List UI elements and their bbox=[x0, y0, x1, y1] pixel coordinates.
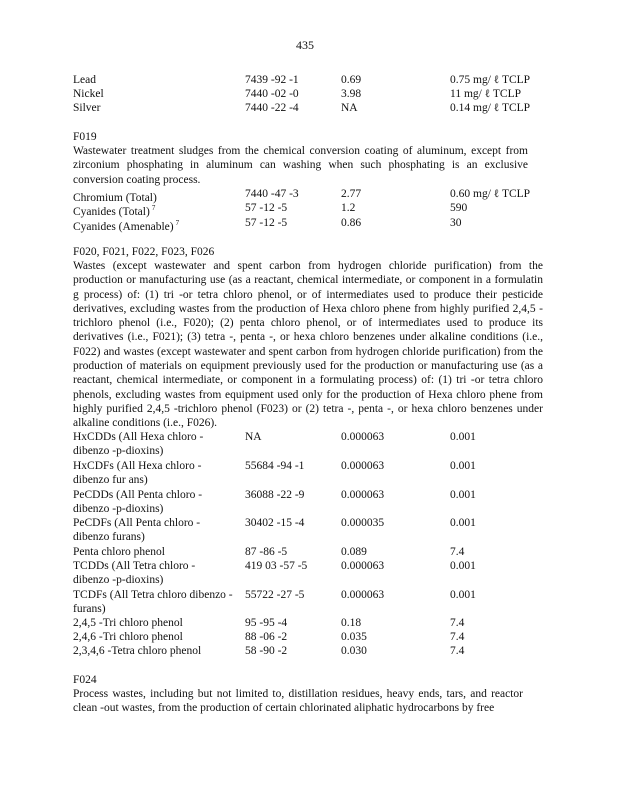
table-row-continuation bbox=[73, 502, 553, 516]
cas-number: 95 -95 -4 bbox=[245, 617, 288, 629]
wastewater-standard: NA bbox=[341, 102, 358, 114]
constituent-name: PeCDDs (All Penta chloro - bbox=[73, 489, 203, 501]
table-row-continuation bbox=[73, 602, 553, 616]
constituent-name: Silver bbox=[73, 102, 101, 114]
nonwastewater-standard: 7.4 bbox=[450, 645, 465, 657]
cas-number: 55684 -94 -1 bbox=[245, 460, 305, 472]
constituent-name: Nickel bbox=[73, 88, 104, 100]
wastewater-standard: 0.18 bbox=[341, 617, 362, 629]
nonwastewater-standard: 30 bbox=[450, 217, 462, 229]
table-row bbox=[73, 516, 553, 530]
table-row bbox=[73, 559, 553, 573]
constituent-name-continued: dibenzo furans) bbox=[73, 531, 145, 543]
nonwastewater-standard: 0.001 bbox=[450, 489, 476, 501]
cas-number: 57 -12 -5 bbox=[245, 217, 288, 229]
constituent-name: 2,4,6 -Tri chloro phenol bbox=[73, 631, 183, 643]
constituent-name: Cyanides (Total) $^7$ bbox=[73, 204, 156, 218]
table-row-continuation bbox=[73, 444, 553, 458]
cas-number: 419 03 -57 -5 bbox=[245, 560, 308, 572]
wastewater-standard: 0.030 bbox=[341, 645, 367, 657]
wastewater-standard: 1.2 bbox=[341, 202, 356, 214]
cas-number: 58 -90 -2 bbox=[245, 645, 288, 657]
waste-description: Wastes (except wastewater and spent carbon from hydrogen chloride purification) from the production or manufacturing use (as a reactant, chemical intermediate, or component in a formulatin g process) of: (1) tri -or tetra chloro phenol, or of intermediates used to produce their pesticide derivatives, excluding wastes from the production of Hexa chloro phene from highly purified 2,4,5 -trichloro phenol (i.e., F020); (2) penta chloro phenol, or of intermediates used to produce its derivatives (i.e., F021); (3) tetra -, penta -, or hexa chloro benzenes under alkaline conditions (i.e., F022) and wastes (except wastewater and spent carbon from hydrogen chloride purification) from the production of materials on equipment previously used for the production or manufacturing use (as a reactant, chemical intermediate, or component in a formulating process) of: (1) tri -or tetra chloro phenols, excluding wastes from equipment used only for the production of Hexa chloro phene from highly purified 2,4,5 -trichloro phenol (F023) or (2) tetra -, penta -, or hexa chloro benzenes under alkaline conditions (i.e., F026). bbox=[73, 260, 543, 430]
table-row bbox=[73, 459, 553, 473]
cas-number: 7440 -02 -0 bbox=[245, 88, 299, 100]
table-row bbox=[73, 588, 553, 602]
cas-number: NA bbox=[245, 431, 262, 443]
nonwastewater-standard: 0.001 bbox=[450, 431, 476, 443]
table-row bbox=[73, 216, 553, 233]
cas-number: 87 -86 -5 bbox=[245, 546, 288, 558]
table-row bbox=[73, 644, 553, 658]
wastewater-standard: 0.86 bbox=[341, 217, 362, 229]
nonwastewater-standard: 0.001 bbox=[450, 517, 476, 529]
table-row bbox=[73, 73, 553, 87]
constituent-name-continued: furans) bbox=[73, 603, 106, 615]
constituent-name: PeCDFs (All Penta chloro - bbox=[73, 517, 201, 529]
footnote-marker: 7 bbox=[151, 204, 156, 212]
waste-code-heading: F019 bbox=[73, 131, 97, 143]
wastewater-standard: 0.035 bbox=[341, 631, 367, 643]
constituent-name: 2,4,5 -Tri chloro phenol bbox=[73, 617, 183, 629]
constituent-name-continued: dibenzo -p-dioxins) bbox=[73, 445, 164, 457]
wastewater-standard: 0.000063 bbox=[341, 431, 385, 443]
constituent-name: HxCDDs (All Hexa chloro - bbox=[73, 431, 204, 443]
nonwastewater-standard: 11 mg/ ℓ TCLP bbox=[450, 88, 522, 100]
constituent-name: Lead bbox=[73, 74, 96, 86]
constituent-name: TCDDs (All Tetra chloro - bbox=[73, 560, 196, 572]
constituent-name: 2,3,4,6 -Tetra chloro phenol bbox=[73, 645, 202, 657]
constituent-name: TCDFs (All Tetra chloro dibenzo - bbox=[73, 589, 233, 601]
cas-number: 7440 -22 -4 bbox=[245, 102, 299, 114]
page-number: 435 bbox=[296, 38, 314, 52]
wastewater-standard: 2.77 bbox=[341, 188, 362, 200]
constituent-name: Chromium (Total) bbox=[73, 192, 157, 204]
table-row bbox=[73, 545, 553, 559]
wastewater-standard: 0.089 bbox=[341, 546, 367, 558]
cas-number: 57 -12 -5 bbox=[245, 202, 288, 214]
nonwastewater-standard: 7.4 bbox=[450, 631, 465, 643]
wastewater-standard: 0.000063 bbox=[341, 589, 385, 601]
table-row bbox=[73, 616, 553, 630]
constituent-name: Cyanides (Amenable) $^7$ bbox=[73, 219, 180, 233]
cas-number: 88 -06 -2 bbox=[245, 631, 288, 643]
cas-number: 7440 -47 -3 bbox=[245, 188, 299, 200]
cas-number: 36088 -22 -9 bbox=[245, 489, 305, 501]
nonwastewater-standard: 0.75 mg/ ℓ TCLP bbox=[450, 74, 531, 86]
nonwastewater-standard: 0.001 bbox=[450, 460, 476, 472]
constituent-name: Penta chloro phenol bbox=[73, 546, 165, 558]
table-row-continuation bbox=[73, 473, 553, 487]
constituent-name: HxCDFs (All Hexa chloro - bbox=[73, 460, 202, 472]
waste-description: Wastewater treatment sludges from the chemical conversion coating of aluminum, except from zirconium phosphating in aluminum can washing when such phosphating is an exclusive conversion coating process. bbox=[73, 145, 528, 186]
constituent-name-continued: dibenzo -p-dioxins) bbox=[73, 574, 164, 586]
footnote-marker: 7 bbox=[175, 219, 180, 227]
table-row bbox=[73, 430, 553, 444]
wastewater-standard: 0.69 bbox=[341, 74, 362, 86]
table-row bbox=[73, 87, 553, 101]
nonwastewater-standard: 590 bbox=[450, 202, 468, 214]
constituent-name-continued: dibenzo fur ans) bbox=[73, 474, 148, 486]
cas-number: 55722 -27 -5 bbox=[245, 589, 305, 601]
table-row bbox=[73, 488, 553, 502]
nonwastewater-standard: 7.4 bbox=[450, 617, 465, 629]
cas-number: 7439 -92 -1 bbox=[245, 74, 299, 86]
wastewater-standard: 0.000063 bbox=[341, 489, 385, 501]
table-row-continuation bbox=[73, 573, 553, 587]
nonwastewater-standard: 0.14 mg/ ℓ TCLP bbox=[450, 102, 531, 114]
wastewater-standard: 3.98 bbox=[341, 88, 362, 100]
wastewater-standard: 0.000063 bbox=[341, 560, 385, 572]
table-row-continuation bbox=[73, 530, 553, 544]
waste-code-heading: F020, F021, F022, F023, F026 bbox=[73, 246, 215, 258]
table-row bbox=[73, 101, 553, 115]
wastewater-standard: 0.000035 bbox=[341, 517, 385, 529]
waste-description: Process wastes, including but not limited to, distillation residues, heavy ends, tars, and reactor clean -out wastes, from the production of certain chlorinated aliphatic hydrocarbons by free bbox=[73, 688, 523, 715]
constituent-name-continued: dibenzo -p-dioxins) bbox=[73, 503, 164, 515]
cas-number: 30402 -15 -4 bbox=[245, 517, 305, 529]
table-row bbox=[73, 201, 553, 218]
nonwastewater-standard: 0.001 bbox=[450, 560, 476, 572]
nonwastewater-standard: 0.001 bbox=[450, 589, 476, 601]
nonwastewater-standard: 7.4 bbox=[450, 546, 465, 558]
nonwastewater-standard: 0.60 mg/ ℓ TCLP bbox=[450, 188, 531, 200]
table-row bbox=[73, 187, 553, 204]
wastewater-standard: 0.000063 bbox=[341, 460, 385, 472]
table-row bbox=[73, 630, 553, 644]
waste-code-heading: F024 bbox=[73, 674, 97, 686]
